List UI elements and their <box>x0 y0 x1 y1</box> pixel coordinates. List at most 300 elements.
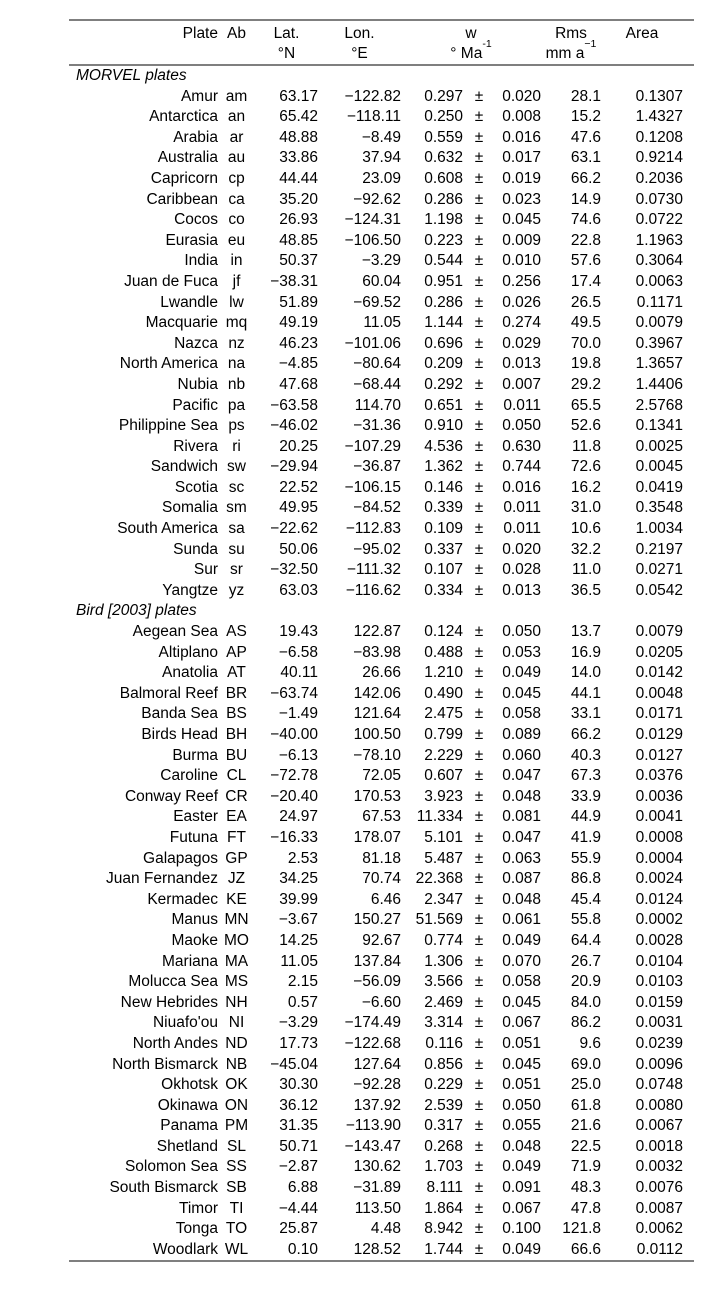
omega-value: 0.146 <box>424 478 463 496</box>
longitude-value: −113.90 <box>345 1117 401 1135</box>
omega-uncertainty: 0.010 <box>502 252 541 270</box>
longitude-value: −122.68 <box>344 1034 401 1052</box>
omega-value: 0.292 <box>424 375 463 393</box>
omega-uncertainty: 0.051 <box>502 1076 541 1094</box>
longitude-value: −107.29 <box>344 437 401 455</box>
latitude-value: −63.74 <box>270 684 318 702</box>
rms-value: 84.0 <box>570 993 601 1011</box>
area-value: 0.0008 <box>635 828 683 846</box>
latitude-value: −4.44 <box>278 1199 318 1217</box>
plate-abbreviation: MN <box>224 911 249 929</box>
table-row <box>69 313 694 334</box>
rms-unit-base: mm a <box>545 45 585 62</box>
plate-name: Niuafo'ou <box>152 1014 218 1032</box>
rms-value: 13.7 <box>570 623 601 641</box>
plate-name: Philippine Sea <box>118 417 218 435</box>
latitude-value: 46.23 <box>279 334 318 352</box>
omega-value: 1.210 <box>424 664 463 682</box>
plate-name: Sur <box>193 561 218 579</box>
plate-name: Lwandle <box>160 293 218 311</box>
rms-value: 28.1 <box>570 87 601 105</box>
table-row <box>69 87 694 108</box>
longitude-value: 178.07 <box>353 828 401 846</box>
area-value: 0.0104 <box>635 952 683 970</box>
table-row <box>69 1013 694 1034</box>
table-row <box>69 684 694 705</box>
table-row <box>69 849 694 870</box>
rms-value: 70.0 <box>570 334 601 352</box>
longitude-value: 170.53 <box>353 787 401 805</box>
table-row <box>69 231 694 252</box>
plate-name: Caribbean <box>146 190 218 208</box>
omega-uncertainty: 0.060 <box>502 746 541 764</box>
omega-value: 0.209 <box>424 355 463 373</box>
plate-name: Kermadec <box>147 890 218 908</box>
rms-value: 31.0 <box>570 499 601 517</box>
plus-minus-sign: ± <box>474 87 484 105</box>
plate-name: Birds Head <box>141 726 218 743</box>
table-row <box>69 334 694 355</box>
omega-value: 1.144 <box>424 314 463 332</box>
longitude-value: −68.44 <box>353 375 401 393</box>
area-value: 0.0103 <box>635 973 683 991</box>
longitude-value: 60.04 <box>362 272 401 290</box>
longitude-value: −3.29 <box>361 252 401 270</box>
latitude-value: 19.43 <box>279 623 318 641</box>
omega-value: 2.347 <box>424 890 463 908</box>
longitude-value: −36.87 <box>353 458 401 476</box>
longitude-value: 137.84 <box>353 952 401 970</box>
latitude-value: −45.04 <box>270 1055 318 1073</box>
area-value: 0.0036 <box>635 787 683 805</box>
plate-name: Sandwich <box>150 458 218 476</box>
plate-name: Juan de Fuca <box>124 272 218 290</box>
latitude-value: −38.31 <box>270 272 318 290</box>
rms-value: 41.9 <box>570 828 601 846</box>
plate-abbreviation: am <box>225 87 248 105</box>
plate-name: Eurasia <box>165 231 218 249</box>
plus-minus-sign: ± <box>474 437 484 455</box>
section-heading: MORVEL plates <box>76 67 187 84</box>
area-value: 0.0542 <box>635 581 683 599</box>
omega-value: 0.334 <box>424 581 463 599</box>
table-row <box>69 251 694 272</box>
rms-unit-exponent: −1 <box>584 37 597 50</box>
omega-uncertainty: 0.067 <box>502 1199 541 1217</box>
plus-minus-sign: ± <box>474 272 484 290</box>
plate-name: Capricorn <box>150 169 218 187</box>
plus-minus-sign: ± <box>474 828 484 846</box>
latitude-value: 6.88 <box>287 1179 318 1197</box>
area-value: 0.0205 <box>635 643 683 661</box>
omega-uncertainty: 0.051 <box>502 1034 541 1052</box>
plus-minus-sign: ± <box>474 870 484 888</box>
rms-value: 52.6 <box>570 417 601 435</box>
longitude-value: −8.49 <box>361 128 401 146</box>
latitude-value: 50.06 <box>279 540 318 558</box>
col-unit-omega <box>401 37 541 65</box>
omega-value: 0.250 <box>424 108 463 126</box>
rms-value: 36.5 <box>570 581 601 599</box>
rms-value: 66.6 <box>570 1240 601 1258</box>
latitude-value: 34.25 <box>279 870 318 888</box>
plate-abbreviation: BU <box>225 746 248 764</box>
plate-abbreviation: au <box>227 149 246 167</box>
omega-uncertainty: 0.087 <box>502 870 541 888</box>
plate-abbreviation: pa <box>227 396 246 414</box>
latitude-value: 51.89 <box>279 293 318 311</box>
section-heading: Bird [2003] plates <box>76 602 197 620</box>
area-value: 1.3657 <box>635 355 683 373</box>
longitude-value: −69.52 <box>353 293 401 311</box>
latitude-value: −72.78 <box>270 767 318 785</box>
plate-name: Molucca Sea <box>128 973 218 991</box>
omega-uncertainty: 0.058 <box>502 705 541 723</box>
omega-value: 8.111 <box>426 1179 463 1197</box>
area-value: 0.0031 <box>635 1014 683 1032</box>
omega-uncertainty: 0.007 <box>502 375 541 393</box>
table-row <box>69 1157 694 1178</box>
omega-value: 0.297 <box>424 87 463 105</box>
latitude-value: 22.52 <box>279 478 318 496</box>
table-row <box>69 807 694 828</box>
plus-minus-sign: ± <box>474 1055 484 1073</box>
area-value: 0.0076 <box>635 1179 683 1197</box>
omega-uncertainty: 0.008 <box>502 108 541 126</box>
omega-uncertainty: 0.047 <box>502 767 541 785</box>
rms-value: 72.6 <box>570 458 601 476</box>
plate-name: Scotia <box>174 478 218 496</box>
latitude-value: 63.03 <box>279 581 318 599</box>
area-value: 0.9214 <box>635 149 683 167</box>
rms-value: 44.1 <box>570 684 601 702</box>
plate-abbreviation: NI <box>228 1014 245 1032</box>
omega-uncertainty: 0.063 <box>502 849 541 867</box>
plate-name: Rivera <box>173 437 218 455</box>
table-row <box>69 890 694 911</box>
omega-uncertainty: 0.048 <box>502 1137 541 1155</box>
plate-name: Banda Sea <box>141 705 218 723</box>
plate-name: Balmoral Reef <box>119 684 218 702</box>
plate-name: Futuna <box>169 828 218 846</box>
rms-value: 86.8 <box>570 870 601 888</box>
latitude-value: 11.05 <box>280 952 318 970</box>
area-value: 0.1341 <box>635 417 683 435</box>
omega-uncertainty: 0.016 <box>502 128 541 146</box>
omega-value: 4.536 <box>424 437 463 455</box>
plate-name: Timor <box>178 1199 218 1217</box>
omega-value: 0.223 <box>424 231 463 249</box>
longitude-value: 23.09 <box>362 169 401 187</box>
rms-value: 121.8 <box>562 1220 601 1238</box>
rms-value: 69.0 <box>570 1055 601 1073</box>
header-row-labels <box>69 20 694 44</box>
header-row-units <box>69 44 694 65</box>
omega-value: 0.607 <box>424 767 463 785</box>
omega-uncertainty: 0.013 <box>502 581 541 599</box>
omega-value: 1.362 <box>424 458 463 476</box>
table-row <box>69 396 694 417</box>
plate-abbreviation: GP <box>225 849 248 867</box>
plate-abbreviation: in <box>230 252 243 270</box>
rms-value: 26.5 <box>570 293 601 311</box>
area-value: 0.0419 <box>635 478 683 496</box>
plus-minus-sign: ± <box>474 664 484 682</box>
longitude-value: 37.94 <box>362 149 401 167</box>
plus-minus-sign: ± <box>474 314 484 332</box>
latitude-value: 44.44 <box>279 169 318 187</box>
table-row <box>69 457 694 478</box>
omega-value: 0.488 <box>424 643 463 661</box>
plate-abbreviation: CR <box>225 787 248 805</box>
omega-value: 2.475 <box>424 705 463 723</box>
omega-uncertainty: 0.013 <box>502 355 541 373</box>
omega-value: 2.469 <box>424 993 463 1011</box>
plate-abbreviation: jf <box>232 272 241 290</box>
area-value: 0.1171 <box>636 293 683 311</box>
area-value: 0.0079 <box>635 314 683 332</box>
area-value: 0.0376 <box>635 767 683 785</box>
omega-value: 0.286 <box>424 190 463 208</box>
latitude-value: −6.13 <box>278 746 318 764</box>
rms-value: 33.1 <box>570 705 601 723</box>
longitude-value: −106.15 <box>344 478 401 496</box>
omega-value: 11.334 <box>416 808 463 826</box>
table-row <box>69 746 694 767</box>
longitude-value: −80.64 <box>353 355 401 373</box>
longitude-value: 127.64 <box>353 1055 401 1073</box>
table-row <box>69 210 694 231</box>
table-row <box>69 1240 694 1262</box>
col-header-omega: w <box>465 25 477 42</box>
col-header-area: Area <box>625 25 659 42</box>
omega-uncertainty: 0.048 <box>502 890 541 908</box>
area-value: 0.0025 <box>635 437 683 455</box>
plate-abbreviation: TO <box>225 1220 248 1238</box>
area-value: 0.2036 <box>635 169 683 187</box>
omega-value: 0.268 <box>424 1137 463 1155</box>
area-value: 0.0004 <box>635 849 683 867</box>
area-value: 1.0034 <box>635 520 683 538</box>
area-value: 0.0159 <box>635 993 683 1011</box>
longitude-value: 67.53 <box>362 808 401 826</box>
rms-value: 32.2 <box>570 540 601 558</box>
latitude-value: 14.25 <box>279 931 318 949</box>
plus-minus-sign: ± <box>474 911 484 929</box>
omega-uncertainty: 0.058 <box>502 973 541 991</box>
area-value: 0.0239 <box>635 1034 683 1052</box>
plate-abbreviation: NH <box>225 993 248 1011</box>
plate-name: Shetland <box>156 1137 218 1155</box>
area-value: 0.0142 <box>635 664 683 682</box>
omega-uncertainty: 0.047 <box>502 828 541 846</box>
latitude-value: −1.49 <box>278 705 318 723</box>
longitude-value: −31.36 <box>353 417 401 435</box>
table-row <box>69 107 694 128</box>
omega-uncertainty: 0.023 <box>502 190 541 208</box>
omega-value: 0.799 <box>424 726 463 743</box>
plus-minus-sign: ± <box>474 1117 484 1135</box>
rms-value: 20.9 <box>570 973 601 991</box>
longitude-value: 11.05 <box>363 314 401 332</box>
omega-uncertainty: 0.050 <box>502 417 541 435</box>
rms-value: 15.2 <box>570 108 601 126</box>
omega-uncertainty: 0.050 <box>502 1096 541 1114</box>
plate-abbreviation: sr <box>230 561 243 579</box>
plus-minus-sign: ± <box>474 478 484 496</box>
plate-name: Nubia <box>177 375 218 393</box>
omega-uncertainty: 0.081 <box>502 808 541 826</box>
latitude-value: 0.57 <box>287 993 318 1011</box>
longitude-value: 81.18 <box>362 849 401 867</box>
omega-uncertainty: 0.055 <box>502 1117 541 1135</box>
longitude-value: 142.06 <box>353 684 401 702</box>
plus-minus-sign: ± <box>474 973 484 991</box>
longitude-value: 113.50 <box>354 1199 401 1217</box>
plus-minus-sign: ± <box>474 1096 484 1114</box>
rms-value: 25.0 <box>570 1076 601 1094</box>
plate-abbreviation: ON <box>224 1096 249 1114</box>
omega-uncertainty: 0.045 <box>502 684 541 702</box>
plate-name: Conway Reef <box>124 787 218 805</box>
plate-name: Macquarie <box>145 314 218 332</box>
plus-minus-sign: ± <box>474 396 484 414</box>
rms-value: 67.3 <box>570 767 601 785</box>
omega-uncertainty: 0.274 <box>502 314 541 332</box>
rms-value: 21.6 <box>570 1117 601 1135</box>
col-unit-plate-empty <box>69 44 218 65</box>
plate-abbreviation: an <box>227 108 246 126</box>
longitude-value: 150.27 <box>353 911 401 929</box>
plus-minus-sign: ± <box>474 108 484 126</box>
latitude-value: −46.02 <box>270 417 318 435</box>
table-row <box>69 169 694 190</box>
omega-value: 5.101 <box>424 828 463 846</box>
plate-name: Anatolia <box>161 664 218 682</box>
omega-value: 0.286 <box>424 293 463 311</box>
plate-abbreviation: EA <box>226 808 247 826</box>
longitude-value: −83.98 <box>353 643 401 661</box>
longitude-value: −95.02 <box>353 540 401 558</box>
rms-value: 55.9 <box>570 849 601 867</box>
plus-minus-sign: ± <box>474 458 484 476</box>
rms-value: 44.9 <box>570 808 601 826</box>
plate-abbreviation: NB <box>225 1055 248 1073</box>
area-value: 0.0041 <box>635 808 683 826</box>
table-row <box>69 1199 694 1220</box>
plate-motion-table <box>69 19 694 1262</box>
plus-minus-sign: ± <box>474 334 484 352</box>
table-row <box>69 910 694 931</box>
plus-minus-sign: ± <box>474 1076 484 1094</box>
plate-abbreviation: ca <box>228 190 245 208</box>
longitude-value: 72.05 <box>362 767 401 785</box>
plate-name: North America <box>119 355 218 373</box>
table-row <box>69 478 694 499</box>
plate-name: North Andes <box>132 1034 218 1052</box>
omega-uncertainty: 0.011 <box>503 396 541 414</box>
table-row <box>69 293 694 314</box>
area-value: 0.0129 <box>635 726 683 743</box>
rms-value: 66.2 <box>570 169 601 187</box>
table-row <box>69 787 694 808</box>
plate-name: Cocos <box>174 211 218 229</box>
longitude-value: 130.62 <box>353 1158 401 1176</box>
plate-abbreviation: AS <box>226 623 247 641</box>
area-value: 0.0062 <box>635 1220 683 1238</box>
plus-minus-sign: ± <box>474 849 484 867</box>
rms-value: 10.6 <box>570 520 601 538</box>
plate-abbreviation: MA <box>224 952 249 970</box>
plate-abbreviation: SL <box>227 1137 246 1155</box>
plus-minus-sign: ± <box>474 128 484 146</box>
rms-value: 45.4 <box>570 890 601 908</box>
table-row <box>69 1096 694 1117</box>
rms-value: 33.9 <box>570 787 601 805</box>
rms-value: 40.3 <box>570 746 601 764</box>
plate-abbreviation: lw <box>229 293 244 311</box>
omega-value: 0.544 <box>424 252 463 270</box>
plus-minus-sign: ± <box>474 293 484 311</box>
plus-minus-sign: ± <box>474 684 484 702</box>
table-row <box>69 272 694 293</box>
omega-value: 1.306 <box>424 952 463 970</box>
plate-name: Nazca <box>174 334 218 352</box>
table-header <box>69 20 694 65</box>
omega-value: 1.703 <box>424 1158 463 1176</box>
plus-minus-sign: ± <box>474 1014 484 1032</box>
longitude-value: 4.48 <box>370 1220 401 1238</box>
omega-uncertainty: 0.050 <box>502 623 541 641</box>
table-row <box>69 560 694 581</box>
latitude-value: −20.40 <box>270 787 318 805</box>
col-header-lon: Lon. <box>344 25 375 42</box>
omega-uncertainty: 0.053 <box>502 643 541 661</box>
rms-value: 61.8 <box>570 1096 601 1114</box>
area-value: 0.1208 <box>635 128 683 146</box>
rms-value: 14.0 <box>570 664 601 682</box>
omega-value: 0.632 <box>424 149 463 167</box>
plate-name: Okinawa <box>157 1096 218 1114</box>
table-row <box>69 498 694 519</box>
rms-value: 29.2 <box>570 375 601 393</box>
latitude-value: 50.37 <box>279 252 318 270</box>
plate-abbreviation: sc <box>228 478 245 496</box>
omega-value: 8.942 <box>424 1220 463 1238</box>
table-row <box>69 828 694 849</box>
table-row <box>69 1178 694 1199</box>
area-value: 1.4406 <box>635 375 683 393</box>
area-value: 0.0722 <box>635 211 683 229</box>
longitude-value: −122.82 <box>344 87 401 105</box>
plus-minus-sign: ± <box>474 1158 484 1176</box>
plus-minus-sign: ± <box>474 931 484 949</box>
longitude-value: −31.89 <box>353 1179 401 1197</box>
omega-uncertainty: 0.067 <box>502 1014 541 1032</box>
omega-uncertainty: 0.091 <box>502 1179 541 1197</box>
omega-value: 1.198 <box>424 211 463 229</box>
latitude-value: 39.99 <box>279 890 318 908</box>
plate-name: Aegean Sea <box>132 623 218 641</box>
rms-value: 16.9 <box>570 643 601 661</box>
omega-value: 2.229 <box>424 746 463 764</box>
table-row <box>69 437 694 458</box>
omega-uncertainty: 0.017 <box>502 149 541 167</box>
rms-value: 66.2 <box>570 726 601 743</box>
rms-value: 47.6 <box>570 128 601 146</box>
omega-value: 0.229 <box>424 1076 463 1094</box>
plus-minus-sign: ± <box>474 561 484 579</box>
